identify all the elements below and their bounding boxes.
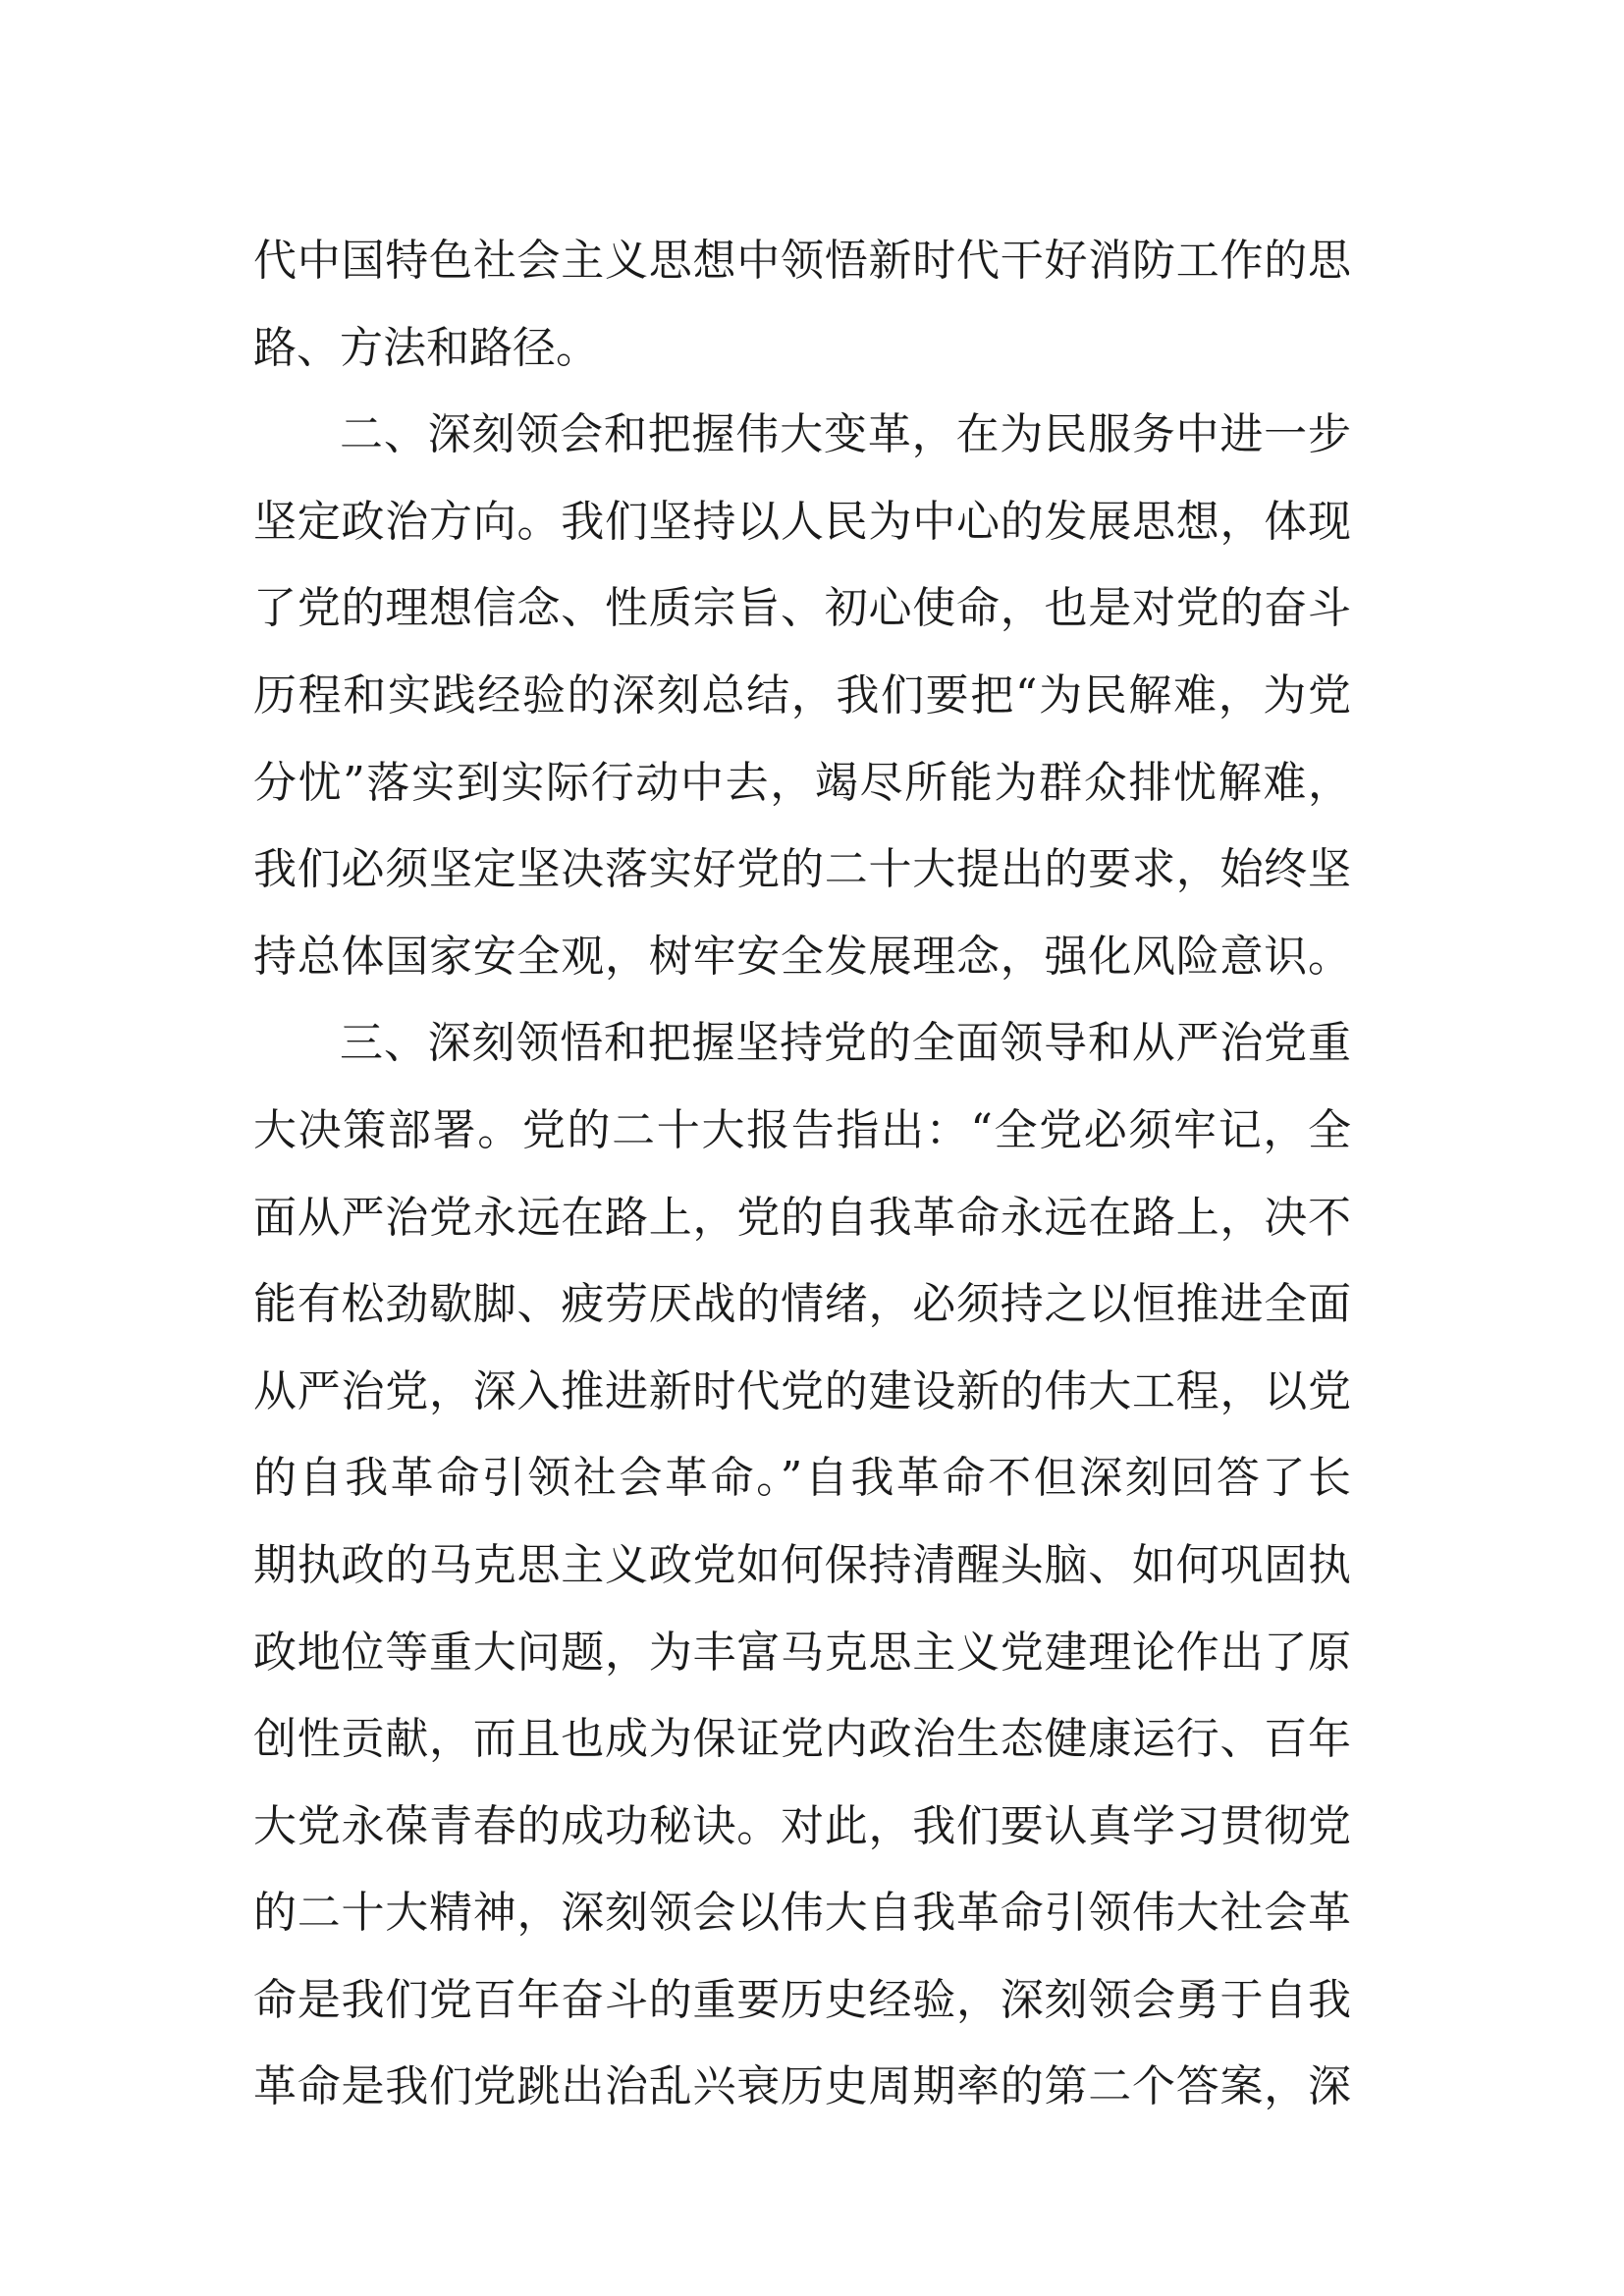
- document-body: [253, 218, 1351, 2131]
- text-line: 路、方法和路径。: [253, 322, 599, 373]
- text-line: 了党的理想信念、性质宗旨、初心使命，也是对党的奋斗: [253, 583, 1351, 634]
- text-line: 坚定政治方向。我们坚持以人民为中心的发展思想，体现: [253, 496, 1351, 547]
- text-line: 持总体国家安全观，树牢安全发展理念，强化风险意识。: [253, 931, 1351, 982]
- text-line: 三、深刻领悟和把握坚持党的全面领导和从严治党重: [340, 1018, 1351, 1069]
- text-line: 革命是我们党跳出治乱兴衰历史周期率的第二个答案，深: [253, 2061, 1351, 2112]
- text-line: 历程和实践经验的深刻总结，我们要把“为民解难，为党: [253, 669, 1351, 721]
- text-line: 创性贡献，而且也成为保证党内政治生态健康运行、百年: [253, 1714, 1351, 1765]
- text-line: 二、深刻领会和把握伟大变革，在为民服务中进一步: [340, 409, 1351, 460]
- text-line: 从严治党，深入推进新时代党的建设新的伟大工程，以党: [253, 1365, 1351, 1416]
- text-line: 期执政的马克思主义政党如何保持清醒头脑、如何巩固执: [253, 1539, 1351, 1590]
- text-line: 代中国特色社会主义思想中领悟新时代干好消防工作的思: [253, 236, 1351, 286]
- text-line: 分忧”落实到实际行动中去，竭尽所能为群众排忧解难，: [253, 757, 1351, 808]
- text-line: 的自我革命引领社会革命。”自我革命不但深刻回答了长: [253, 1453, 1351, 1504]
- text-line: 大党永葆青春的成功秘诀。对此，我们要认真学习贯彻党: [253, 1800, 1351, 1851]
- text-line: 的二十大精神，深刻领会以伟大自我革命引领伟大社会革: [253, 1888, 1351, 1939]
- text-line: 命是我们党百年奋斗的重要历史经验，深刻领会勇于自我: [253, 1974, 1351, 2025]
- text-line: 政地位等重大问题，为丰富马克思主义党建理论作出了原: [253, 1627, 1351, 1678]
- text-line: 面从严治党永远在路上，党的自我革命永远在路上，决不: [253, 1192, 1351, 1243]
- text-line: 大决策部署。党的二十大报告指出：“全党必须牢记，全: [253, 1104, 1351, 1155]
- text-line: 能有松劲歇脚、疲劳厌战的情绪，必须持之以恒推进全面: [253, 1279, 1351, 1330]
- text-line: 我们必须坚定坚决落实好党的二十大提出的要求，始终坚: [253, 844, 1351, 895]
